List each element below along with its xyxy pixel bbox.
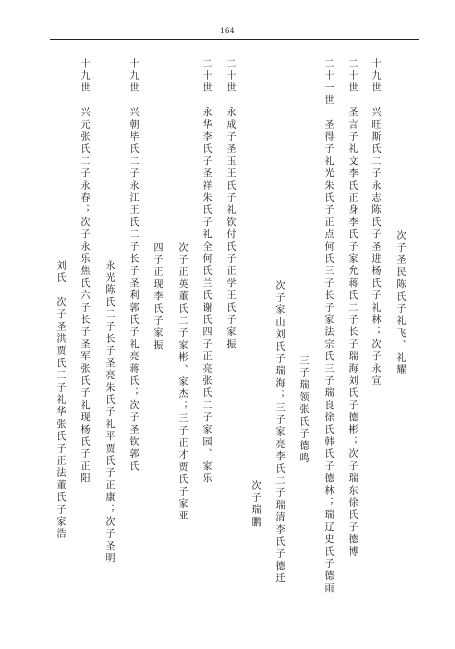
genealogy-column: 二十世 圣言子礼文李氏正身李氏子家允蒋氏二子长子瑞海刘氏子德彬；次子瑞东徐氏子德博 xyxy=(346,58,357,559)
genealogy-column: 次子瑞鹏 xyxy=(249,480,260,529)
genealogy-column: 刘氏 次子圣洪贾氏二子礼华张氏子正法董氏子家浩 xyxy=(54,260,65,541)
genealogy-column: 十九世 兴旺斯氏二子永志陈氏子圣进杨氏子礼林；次子永宣 xyxy=(369,58,380,388)
genealogy-column: 次子家山刘氏子瑞海；三子家亮李氏二子瑞清李氏子德迁 xyxy=(273,280,284,585)
genealogy-column: 永光陈氏二子长子圣亮朱氏子礼平贾氏子正康；次子圣明 xyxy=(103,260,114,565)
genealogy-column: 三子瑞领张氏子德鸣 xyxy=(297,355,308,465)
header-rule xyxy=(50,39,419,40)
page-number: 164 xyxy=(220,27,235,35)
genealogy-column: 二十一世 圣得子礼光朱氏子正点何氏三子长子家法宗氏三子瑞良徐氏韩氏子德林；瑞辽史氏子德雨 xyxy=(322,58,333,595)
genealogy-column: 次子正英董氏二子家彬、家杰；三子正才贾氏子家亚 xyxy=(176,242,187,523)
genealogy-column: 十九世 兴元张氏二子永春；次子永乐焦氏六子长子圣军张氏子礼现杨氏子正阳 xyxy=(78,58,89,485)
genealogy-column: 十九世 兴朝毕氏二子永江王氏二子长子圣利郭氏子礼亮蒋氏；次子圣钦郭氏 xyxy=(127,58,138,473)
genealogy-column: 四子正现李氏子家振 xyxy=(151,242,162,352)
genealogy-column: 二十世 永成子圣玉王氏子礼钦付氏子正学王氏子家振 xyxy=(224,58,235,351)
genealogy-column: 次子圣民陈氏子礼飞、礼耀 xyxy=(394,230,405,377)
genealogy-column: 二十世 永华李氏子圣祥朱氏子礼全何氏兰氏谢氏四子正亮张氏二子家园、家乐 xyxy=(200,58,211,485)
